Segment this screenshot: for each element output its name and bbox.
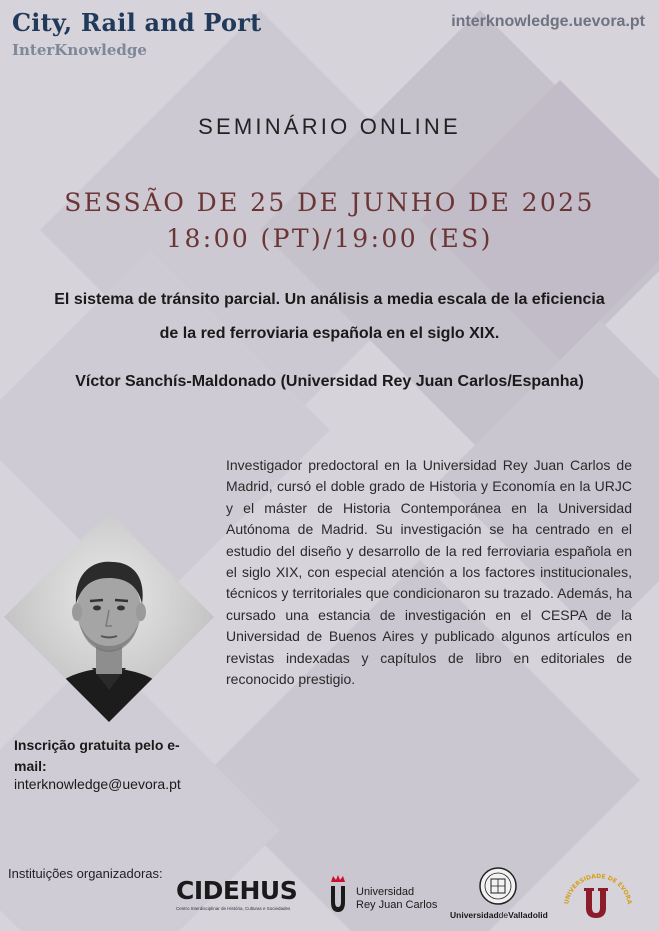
uevora-crest-icon — [560, 868, 636, 924]
speaker-name: Víctor Sanchís-Maldonado (Universidad Rey Juan Carlos/Espanha) — [75, 373, 584, 390]
uevora-logo-name: UNIVERSIDADE DE ÉVORA — [563, 872, 633, 905]
urjc-crown-u-icon — [328, 874, 348, 914]
speaker-portrait-icon — [4, 512, 214, 722]
talk-title-line-1: El sistema de tránsito parcial. Un análisis a media escala de la eficiencia — [54, 291, 605, 308]
uva-logo — [450, 866, 546, 922]
brand-title: City, Rail and Port — [12, 8, 262, 37]
organizers-label: Instituições organizadoras: — [8, 866, 163, 881]
uva-logo-name — [450, 910, 548, 920]
uevora-logo — [560, 868, 636, 924]
cidehus-logo — [176, 878, 306, 918]
registration-email[interactable]: interknowledge@uevora.pt — [14, 776, 181, 792]
brand-subtitle: InterKnowledge — [12, 41, 147, 59]
seminar-type: SEMINÁRIO ONLINE — [198, 114, 461, 139]
session-time: 18:00 (PT)/19:00 (ES) — [166, 224, 493, 253]
registration-label: Inscrição gratuita pelo e-mail: — [14, 737, 180, 774]
uva-logo-name-part-1: Universidad — [450, 910, 499, 920]
urjc-logo — [328, 872, 438, 918]
cidehus-logo-name: CIDEHUS — [176, 876, 298, 905]
speaker-bio: Investigador predoctoral en la Universidad Rey Juan Carlos de Madrid, cursó el doble grado de Historia y Economía en la URJC y el máster de Historia Contemporánea en la Universidad Autónoma de Madrid. Su investigación se ha centrado en el estudio del diseño y desarrollo de la red ferroviaria española en el siglo XIX, con especial atención a los factores institucionales, técnicos y territoriales que condicionaron su trazado. Además, ha cursado una estancia de investigación en el CESPA de la Universidad de Buenos Aires y publicado algunos artículos en revistas indexadas y capítulos de libro en editoriales de reconocido prestigio. — [226, 457, 632, 688]
site-url[interactable]: interknowledge.uevora.pt — [451, 13, 645, 30]
cidehus-logo-tagline: Centro Interdisciplinar de História, Culturas e Sociedades — [176, 906, 291, 911]
uva-logo-name-part-3: Valladolid — [508, 910, 548, 920]
urjc-logo-name-line-2: Rey Juan Carlos — [356, 899, 438, 911]
session-date: SESSÃO DE 25 DE JUNHO DE 2025 — [64, 188, 595, 217]
urjc-logo-name-line-1: Universidad — [356, 886, 415, 898]
uva-seal-icon — [478, 866, 518, 906]
uva-logo-name-part-2: de — [498, 910, 509, 920]
talk-title-line-2: de la red ferroviaria española en el siglo XIX. — [159, 325, 500, 342]
